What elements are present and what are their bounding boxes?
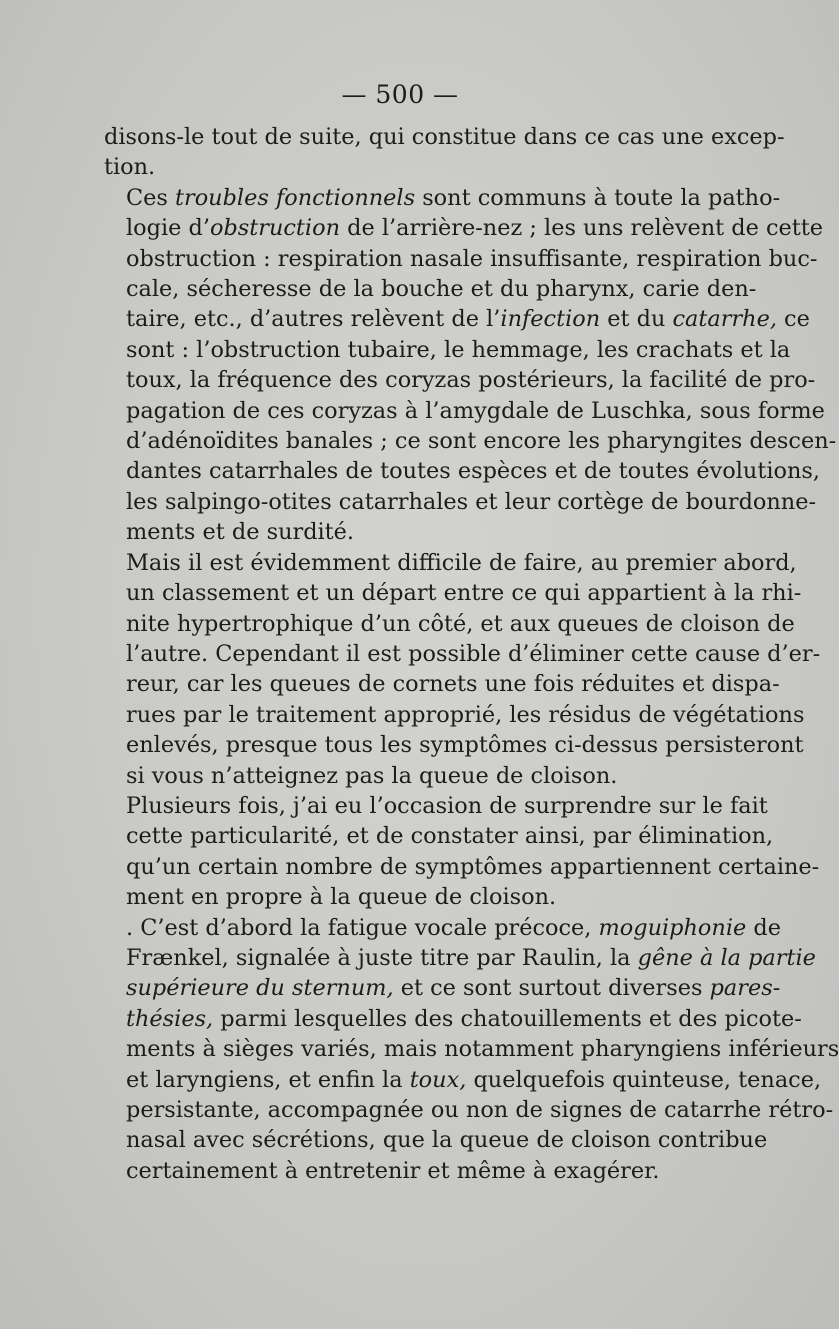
text-segment: reur, car les queues de cornets une fois réduites et dispa- <box>126 671 780 698</box>
text-line <box>104 304 810 334</box>
text-line <box>104 852 820 882</box>
text-line <box>104 1034 839 1064</box>
text-segment: pagation de ces coryzas à l’amygdale de Luschka, sous forme <box>126 397 825 424</box>
text-segment: Plusieurs fois, j’ai eu l’occasion de surprendre sur le fait <box>126 792 768 819</box>
text-line <box>104 821 774 851</box>
text-line <box>104 943 816 973</box>
italic-text: infection <box>500 306 601 333</box>
text-line <box>104 882 726 912</box>
text-segment: les salpingo-otites catarrhales et leur cortège de bourdonne- <box>126 488 817 515</box>
italic-text: catarrhe, <box>672 306 777 333</box>
text-line <box>104 730 804 760</box>
text-line <box>104 639 821 669</box>
italic-text: obstruction <box>209 215 340 242</box>
text-line <box>104 396 825 426</box>
text-line <box>104 456 821 486</box>
text-segment: logie d’ <box>126 215 210 242</box>
italic-text: pares- <box>709 975 781 1002</box>
italic-text: gêne à la partie <box>637 944 816 971</box>
text-line <box>104 365 816 395</box>
text-segment: nite hypertrophique d’un côté, et aux queues de cloison de <box>126 610 795 637</box>
text-segment: sont : l’obstruction tubaire, le hemmage, les crachats et la <box>126 336 791 363</box>
text-line <box>104 335 791 365</box>
text-segment: et ce sont surtout diverses <box>393 975 710 1002</box>
text-segment: cette particularité, et de constater ainsi, par élimination, <box>126 823 774 850</box>
text-line <box>104 152 726 182</box>
text-line <box>104 487 817 517</box>
text-line <box>104 274 757 304</box>
text-segment: taire, etc., d’autres relèvent de l’ <box>126 306 501 333</box>
text-line <box>104 244 818 274</box>
text-segment: obstruction : respiration nasale insuffisante, respiration buc- <box>126 245 818 272</box>
text-line <box>104 973 781 1003</box>
text-segment: nasal avec sécrétions, que la queue de cloison contribue <box>126 1127 768 1154</box>
text-segment: et du <box>600 306 673 333</box>
text-segment: . C’est d’abord la fatigue vocale précoce, <box>126 914 599 941</box>
paragraph <box>104 183 837 548</box>
text-segment: de <box>746 914 781 941</box>
text-segment: disons-le tout de suite, qui constitue dans ce cas une excep- <box>104 124 785 150</box>
text-line <box>104 578 802 608</box>
text-line <box>104 609 795 639</box>
text-segment: Frænkel, signalée à juste titre par Raulin, la <box>126 944 638 971</box>
text-line <box>104 791 768 821</box>
text-line <box>104 913 781 943</box>
text-segment: qu’un certain nombre de symptômes appartiennent certaine- <box>126 853 820 880</box>
italic-text: supérieure du sternum, <box>126 975 394 1002</box>
text-segment: Ces <box>126 184 175 211</box>
text-segment: enlevés, presque tous les symptômes ci-dessus persisteront <box>126 732 804 759</box>
text-segment: tion. <box>104 154 156 181</box>
text-segment: sont communs à toute la patho- <box>415 184 781 211</box>
text-line <box>104 1095 834 1125</box>
text-segment: ce <box>776 306 810 333</box>
text-segment: dantes catarrhales de toutes espèces et de toutes évolutions, <box>126 458 821 485</box>
text-line <box>104 426 837 456</box>
text-line <box>104 700 805 730</box>
text-segment: ment en propre à la queue de cloison. <box>126 884 557 911</box>
text-line <box>104 122 785 152</box>
text-segment: ments et de surdité. <box>126 519 355 546</box>
page-number: — 500 — <box>341 80 459 109</box>
text-segment: de l’arrière-nez ; les uns relèvent de cette <box>340 215 824 242</box>
text-segment: et laryngiens, et enfin la <box>126 1066 410 1093</box>
italic-text: toux, <box>409 1066 467 1093</box>
text-line <box>104 1065 822 1095</box>
paragraph <box>104 913 839 1187</box>
italic-text: moguiphonie <box>598 914 747 941</box>
text-line <box>104 1125 768 1155</box>
text-segment: quelquefois quinteuse, tenace, <box>466 1066 822 1093</box>
text-line <box>104 183 781 213</box>
text-line <box>104 1156 726 1186</box>
text-segment: Mais il est évidemment difficile de faire, au premier abord, <box>126 549 797 576</box>
text-segment: d’adénoïdites banales ; ce sont encore les pharyngites descen- <box>126 428 837 455</box>
text-segment: si vous n’atteignez pas la queue de cloison. <box>126 762 618 789</box>
text-line <box>104 1004 802 1034</box>
text-segment: certainement à entretenir et même à exagérer. <box>126 1157 660 1184</box>
text-segment: parmi lesquelles des chatouillements et des picote- <box>213 1005 802 1032</box>
paragraph <box>104 791 820 913</box>
italic-text: thésies, <box>126 1005 214 1032</box>
text-segment: cale, sécheresse de la bouche et du pharynx, carie den- <box>126 276 757 303</box>
text-line <box>104 517 726 547</box>
paragraph <box>104 548 821 791</box>
body-text <box>104 122 839 1186</box>
text-segment: ments à sièges variés, mais notamment pharyngiens inférieurs <box>126 1036 839 1063</box>
text-line <box>104 761 726 791</box>
paragraph <box>104 122 785 183</box>
text-segment: un classement et un départ entre ce qui appartient à la rhi- <box>126 580 802 607</box>
text-line <box>104 669 780 699</box>
text-line <box>104 548 797 578</box>
italic-text: troubles fonctionnels <box>175 184 416 211</box>
text-segment: toux, la fréquence des coryzas postérieurs, la facilité de pro- <box>126 367 816 394</box>
text-segment: persistante, accompagnée ou non de signes de catarrhe rétro- <box>126 1097 834 1123</box>
text-segment: l’autre. Cependant il est possible d’éliminer cette cause d’er- <box>126 640 821 667</box>
text-line <box>104 213 824 243</box>
text-segment: rues par le traitement approprié, les résidus de végétations <box>126 701 805 728</box>
